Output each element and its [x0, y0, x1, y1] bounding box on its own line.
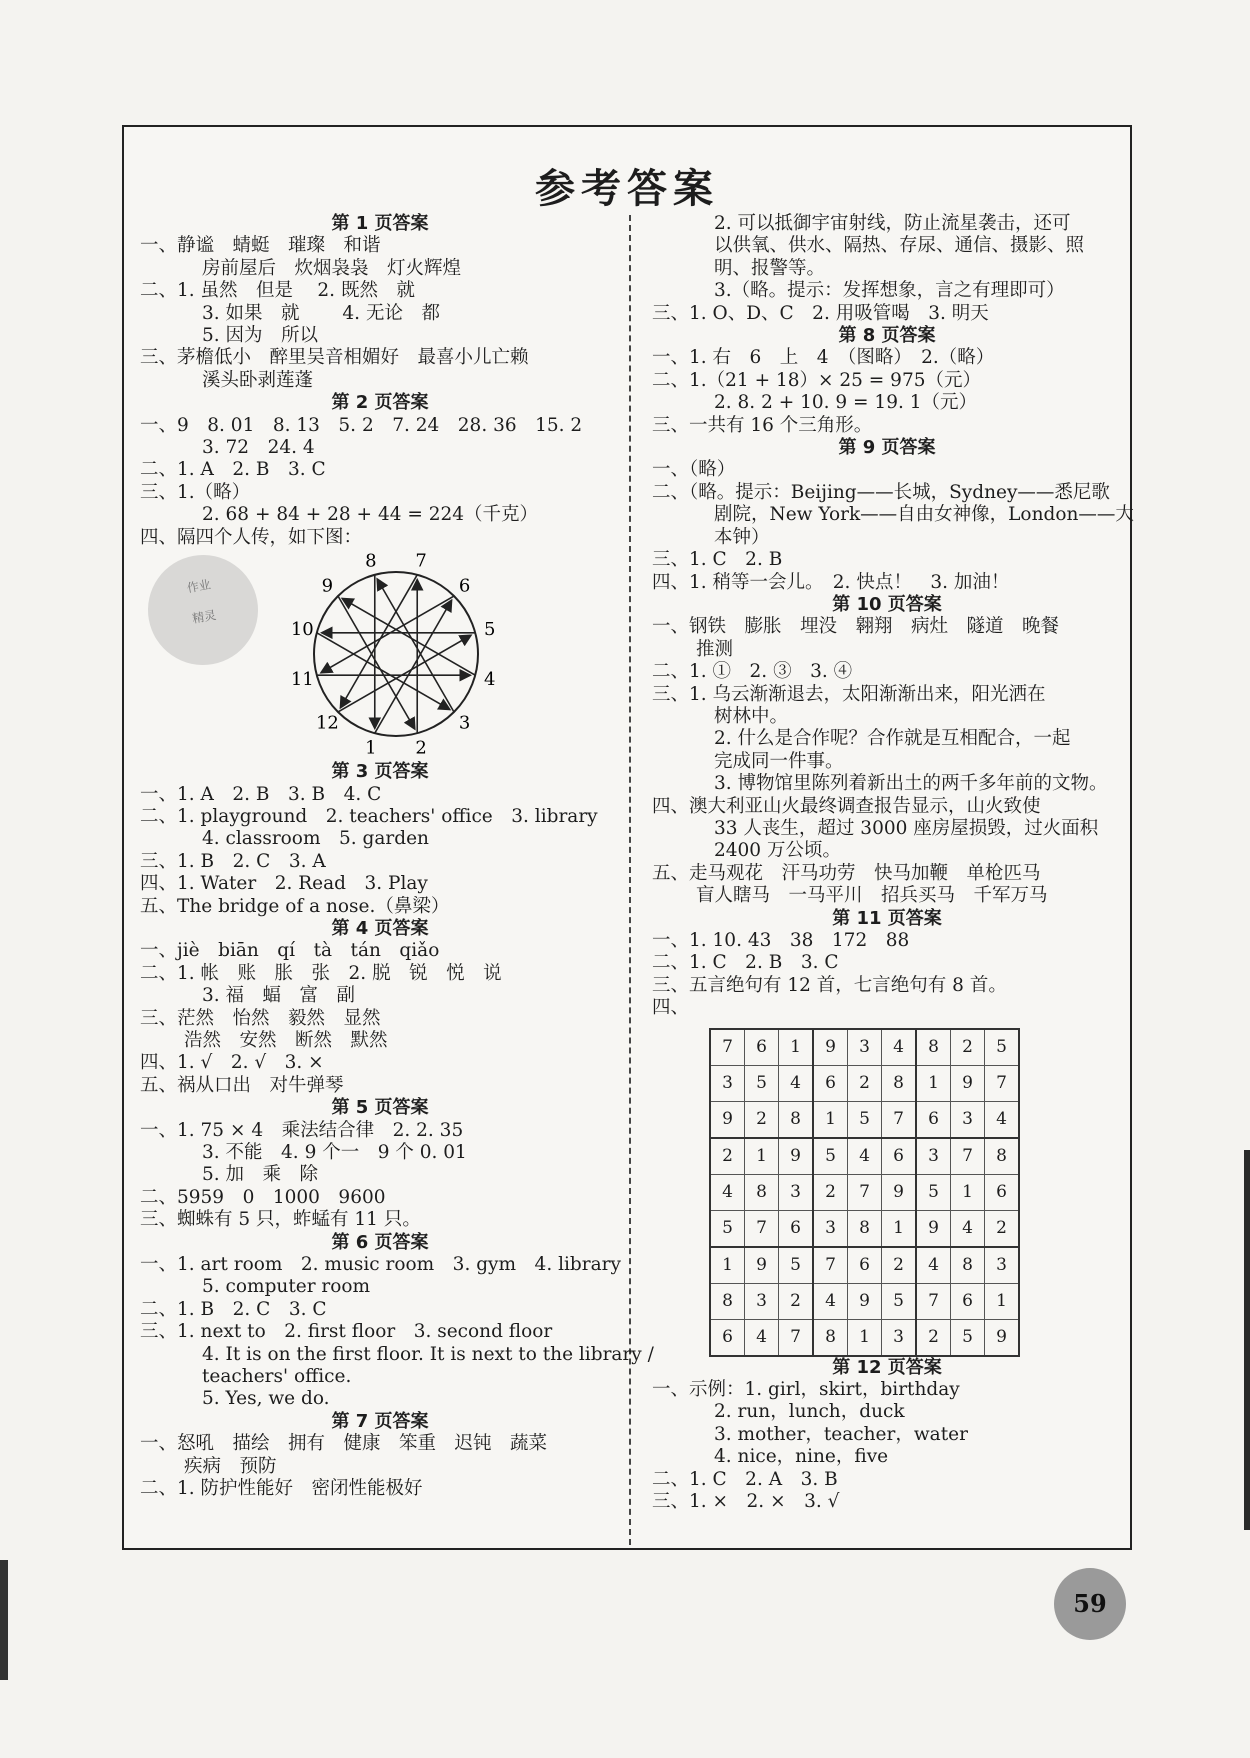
sudoku-cell: 1 [951, 1174, 985, 1210]
answer-line: 5. Yes, we do. [202, 1388, 330, 1410]
answer-line: 33 人丧生，超过 3000 座房屋损毁，过火面积 [714, 817, 1099, 839]
answer-line: 一、（略） [652, 459, 736, 481]
answer-line: 二、1. C 2. A 3. B [652, 1468, 838, 1490]
sudoku-cell: 9 [951, 1065, 985, 1101]
answer-line: 三、1. B 2. C 3. A [140, 850, 326, 872]
sudoku-cell: 3 [779, 1174, 814, 1210]
sudoku-cell: 3 [745, 1283, 779, 1319]
sudoku-cell: 5 [813, 1138, 848, 1175]
answer-line: 3. 博物馆里陈列着新出土的两千多年前的文物。 [714, 773, 1108, 795]
answer-line: 3. 福 蝠 富 副 [202, 985, 356, 1007]
sudoku-cell: 1 [916, 1065, 951, 1101]
sudoku-cell: 8 [813, 1319, 848, 1356]
pass-arrow-9 [338, 596, 415, 729]
sudoku-cell: 2 [848, 1065, 882, 1101]
sudoku-cell: 4 [710, 1174, 745, 1210]
answer-line: 三、一共有 16 个三角形。 [652, 414, 873, 436]
page-title: 参考答案 [535, 166, 719, 212]
sudoku-cell: 5 [848, 1101, 882, 1138]
stamp-text-top: 作业 [185, 577, 212, 596]
answer-line: 二、1. 防护性能好 密闭性能极好 [140, 1478, 423, 1500]
sudoku-cell: 5 [882, 1283, 917, 1319]
sudoku-cell: 1 [985, 1283, 1020, 1319]
answer-line: 三、1. × 2. × 3. √ [652, 1491, 840, 1513]
position-label-6: 6 [458, 575, 471, 597]
sudoku-cell: 6 [916, 1101, 951, 1138]
position-label-3: 3 [458, 712, 471, 734]
answer-line: 二、1.（21 + 18）× 25 = 975（元） [652, 369, 981, 391]
position-label-11: 11 [290, 669, 314, 691]
pass-arrow-6 [321, 596, 454, 673]
sudoku-cell: 9 [916, 1210, 951, 1247]
answer-line: 房前屋后 炊烟袅袅 灯火辉煌 [202, 257, 462, 279]
answer-line: 四、1. √ 2. √ 3. × [140, 1052, 324, 1074]
sudoku-cell: 3 [985, 1247, 1020, 1284]
pass-arrow-12 [338, 635, 471, 712]
answer-line: 2400 万公顷。 [714, 840, 841, 862]
sudoku-cell: 3 [916, 1138, 951, 1175]
answer-line: 剧院，New York——自由女神像，London——大 [714, 504, 1134, 526]
answer-line: 三、五言绝句有 12 首，七言绝句有 8 首。 [652, 974, 1007, 996]
sudoku-cell: 3 [813, 1210, 848, 1247]
sudoku-cell: 7 [745, 1210, 779, 1247]
section-heading: 第 5 页答案 [331, 1097, 429, 1119]
section-heading: 第 2 页答案 [331, 392, 429, 414]
answer-line: 溪头卧剥莲蓬 [202, 369, 314, 391]
answer-line: 完成同一件事。 [714, 750, 844, 772]
answer-line: 二、（略。提示：Beijing——长城，Sydney——悉尼歌 [652, 481, 1110, 503]
sudoku-cell: 2 [813, 1174, 848, 1210]
answer-line: 4. classroom 5. garden [202, 828, 429, 850]
answer-line: 一、怒吼 描绘 拥有 健康 笨重 迟钝 蔬菜 [140, 1433, 548, 1455]
stamp-text-bottom: 精灵 [191, 607, 218, 626]
sudoku-cell: 6 [813, 1065, 848, 1101]
answer-line: 5. 因为 所以 [202, 325, 319, 347]
section-heading: 第 3 页答案 [331, 761, 429, 783]
answer-line: 2. 68 + 84 + 28 + 44 = 224（千克） [202, 504, 539, 526]
section-heading: 第 8 页答案 [838, 325, 936, 347]
sudoku-cell: 2 [951, 1029, 985, 1066]
sudoku-cell: 3 [882, 1319, 917, 1356]
section-heading: 第 11 页答案 [832, 907, 942, 929]
sudoku-cell: 8 [745, 1174, 779, 1210]
scan-edge-shadow-bottom [0, 1560, 8, 1680]
sudoku-cell: 4 [882, 1029, 917, 1066]
answer-line: 一、静谧 蜻蜓 璀璨 和谐 [140, 235, 381, 257]
section-heading: 第 7 页答案 [331, 1410, 429, 1432]
section-heading: 第 4 页答案 [331, 917, 429, 939]
sudoku-row [710, 1247, 1019, 1284]
answer-line: 树林中。 [714, 705, 789, 727]
sudoku-cell: 5 [916, 1174, 951, 1210]
sudoku-row [710, 1138, 1019, 1175]
left-column [140, 213, 654, 1501]
sudoku-row [710, 1319, 1019, 1356]
sudoku-cell: 8 [985, 1138, 1020, 1175]
answer-line: 3. mother，teacher，water [714, 1423, 968, 1445]
answer-line: 三、1. next to 2. first floor 3. second floor [140, 1321, 553, 1343]
answer-line: 一、1. 75 × 4 乘法结合律 2. 2. 35 [140, 1119, 464, 1141]
sudoku-cell: 4 [848, 1138, 882, 1175]
sudoku-cell: 6 [951, 1283, 985, 1319]
sudoku-cell: 1 [813, 1101, 848, 1138]
answer-line: 二、1. 虽然 但是 2. 既然 就 [140, 280, 415, 302]
sudoku-cell: 8 [710, 1283, 745, 1319]
answer-line: 2. 可以抵御宇宙射线，防止流星袭击，还可 [714, 213, 1071, 234]
sudoku-cell: 4 [813, 1283, 848, 1319]
answer-line: 三、蜘蛛有 5 只，蚱蜢有 11 只。 [140, 1209, 421, 1231]
sudoku-cell: 7 [848, 1174, 882, 1210]
sudoku-cell: 6 [779, 1210, 814, 1247]
sudoku-cell: 2 [916, 1319, 951, 1356]
answer-line: 2. 什么是合作呢？合作就是互相配合，一起 [714, 728, 1071, 750]
answer-line: 盲人瞎马 一马平川 招兵买马 千军万马 [696, 885, 1048, 907]
answer-line: 二、1. B 2. C 3. C [140, 1298, 327, 1320]
answer-line: 四、1. Water 2. Read 3. Play [140, 873, 428, 895]
position-label-4: 4 [483, 669, 496, 691]
answer-line: 3.（略。提示：发挥想象，言之有理即可） [714, 280, 1065, 302]
sudoku-grid [709, 1028, 1020, 1357]
sudoku-cell: 7 [779, 1319, 814, 1356]
sudoku-cell: 9 [848, 1283, 882, 1319]
sudoku-cell: 1 [710, 1247, 745, 1284]
sudoku-cell: 7 [916, 1283, 951, 1319]
sudoku-cell: 6 [882, 1138, 917, 1175]
answer-line: 明、报警等。 [714, 257, 826, 279]
sudoku-cell: 5 [985, 1029, 1020, 1066]
answer-line: 一、示例：1. girl，skirt，birthday [652, 1379, 960, 1401]
answer-line: 以供氧、供水、隔热、存尿、通信、摄影、照 [714, 235, 1085, 257]
sudoku-cell: 3 [710, 1065, 745, 1101]
section-heading: 第 6 页答案 [331, 1231, 429, 1253]
answer-line: 4. It is on the first floor. It is next to the library / [202, 1343, 654, 1365]
sudoku-cell: 4 [916, 1247, 951, 1284]
answer-line: 二、1. A 2. B 3. C [140, 459, 326, 481]
answer-line: 三、茅檐低小 醉里吴音相媚好 最喜小儿亡赖 [140, 347, 529, 369]
sudoku-cell: 9 [745, 1247, 779, 1284]
sudoku-cell: 6 [848, 1247, 882, 1284]
answer-line: 疾病 预防 [184, 1455, 277, 1477]
sudoku-cell: 2 [779, 1283, 814, 1319]
page-number: 59 [1054, 1568, 1126, 1640]
sudoku-cell: 6 [710, 1319, 745, 1356]
answer-line: 三、1. 乌云渐渐退去，太阳渐渐出来，阳光洒在 [652, 683, 1046, 705]
sudoku-row [710, 1029, 1019, 1066]
sudoku-row [710, 1065, 1019, 1101]
right-column [652, 213, 1134, 1513]
scan-edge-shadow [1244, 1150, 1250, 1530]
answer-line: 3. 72 24. 4 [202, 437, 315, 459]
position-label-10: 10 [290, 618, 314, 640]
sudoku-cell: 9 [710, 1101, 745, 1138]
sudoku-cell: 5 [710, 1210, 745, 1247]
sudoku-cell: 8 [951, 1247, 985, 1284]
sudoku-cell: 8 [779, 1101, 814, 1138]
answer-line: 二、5959 0 1000 9600 [140, 1186, 386, 1208]
answer-line: 一、1. A 2. B 3. B 4. C [140, 783, 382, 805]
answer-line: 3. 不能 4. 9 个一 9 个 0. 01 [202, 1142, 467, 1163]
answer-key-frame [122, 125, 1132, 1550]
sudoku-cell: 2 [745, 1101, 779, 1138]
answer-line: 5. computer room [202, 1276, 371, 1298]
answer-line: 一、钢铁 膨胀 埋没 翱翔 病灶 隧道 晚餐 [652, 616, 1060, 638]
sudoku-cell: 8 [848, 1210, 882, 1247]
position-label-2: 2 [415, 737, 427, 758]
answer-line: 3. 如果 就 4. 无论 都 [202, 302, 440, 324]
answer-line: 一、1. 10. 43 38 172 88 [652, 930, 910, 951]
sudoku-cell: 8 [882, 1065, 917, 1101]
position-label-7: 7 [415, 550, 427, 572]
position-label-9: 9 [321, 575, 334, 597]
position-label-8: 8 [365, 550, 377, 572]
sudoku-cell: 8 [916, 1029, 951, 1066]
answer-line: 四、隔四个人传，如下图： [140, 526, 363, 548]
sudoku-cell: 2 [710, 1138, 745, 1175]
answer-line: 二、1. 帐 账 胀 张 2. 脱 锐 悦 说 [140, 962, 502, 984]
section-heading: 第 9 页答案 [838, 437, 936, 459]
position-label-12: 12 [315, 712, 339, 734]
section-heading: 第 1 页答案 [331, 213, 429, 234]
sudoku-cell: 6 [745, 1029, 779, 1066]
answer-line: 一、jiè biān qí tà tán qiǎo [140, 940, 440, 962]
answer-line: 一、1. 右 6 上 4 （图略） 2.（略） [652, 347, 995, 369]
sudoku-row [710, 1101, 1019, 1138]
answer-line: 二、1. playground 2. teachers' office 3. library [140, 805, 598, 827]
answer-line: 4. nice，nine，five [714, 1446, 889, 1468]
answer-line: 推测 [696, 638, 734, 660]
sudoku-cell: 5 [745, 1065, 779, 1101]
position-label-1: 1 [365, 737, 377, 758]
answer-line: 三、1.（略） [140, 481, 251, 503]
sudoku-row [710, 1283, 1019, 1319]
answer-line: 四、澳大利亚山火最终调查报告显示，山火致使 [652, 795, 1041, 817]
sudoku-cell: 7 [813, 1247, 848, 1284]
sudoku-cell: 4 [985, 1101, 1020, 1138]
sudoku-cell: 5 [779, 1247, 814, 1284]
answer-line: 五、The bridge of a nose.（鼻梁） [140, 895, 450, 917]
sudoku-cell: 4 [745, 1319, 779, 1356]
answer-line: 三、1. C 2. B [652, 549, 783, 571]
sudoku-cell: 6 [985, 1174, 1020, 1210]
sudoku-row [710, 1174, 1019, 1210]
answer-line: 四、 [652, 997, 690, 1019]
answer-line: 三、茫然 怡然 毅然 显然 [140, 1007, 381, 1029]
sudoku-cell: 7 [882, 1101, 917, 1138]
answer-line: teachers' office. [202, 1366, 352, 1388]
sudoku-cell: 1 [882, 1210, 917, 1247]
sudoku-cell: 2 [985, 1210, 1020, 1247]
answer-line: 五、走马观花 汗马功劳 快马加鞭 单枪匹马 [652, 862, 1041, 884]
sudoku-row [710, 1210, 1019, 1247]
section-heading: 第 10 页答案 [832, 593, 942, 615]
answer-line: 2. run，lunch，duck [714, 1401, 905, 1423]
sudoku-cell: 1 [848, 1319, 882, 1356]
sudoku-cell: 5 [951, 1319, 985, 1356]
sudoku-cell: 7 [710, 1029, 745, 1066]
answer-line: 浩然 安然 断然 默然 [184, 1029, 388, 1051]
answer-line: 二、1. ① 2. ③ 3. ④ [652, 661, 853, 683]
answer-line: 三、1. O、D、C 2. 用吸管喝 3. 明天 [652, 302, 989, 324]
sudoku-cell: 3 [951, 1101, 985, 1138]
sudoku-cell: 3 [848, 1029, 882, 1066]
answer-line: 一、9 8. 01 8. 13 5. 2 7. 24 28. 36 15. 2 [140, 414, 583, 436]
sudoku-cell: 9 [882, 1174, 917, 1210]
section-heading: 第 12 页答案 [832, 1356, 942, 1378]
sudoku-cell: 9 [779, 1138, 814, 1175]
sudoku-cell: 2 [882, 1247, 917, 1284]
answer-line: 二、1. C 2. B 3. C [652, 952, 839, 974]
sudoku-cell: 1 [779, 1029, 814, 1066]
sudoku-cell: 1 [745, 1138, 779, 1175]
sudoku-cell: 4 [779, 1065, 814, 1101]
sudoku-cell: 9 [985, 1319, 1020, 1356]
answer-line: 2. 8. 2 + 10. 9 = 19. 1（元） [714, 392, 978, 414]
answer-line: 一、1. art room 2. music room 3. gym 4. library [140, 1254, 621, 1276]
pass-arrow-3 [377, 579, 454, 712]
answer-line: 四、1. 稍等一会儿。 2. 快点！ 3. 加油！ [652, 571, 1010, 593]
position-label-5: 5 [483, 618, 496, 640]
sudoku-cell: 9 [813, 1029, 848, 1066]
sudoku-cell: 7 [951, 1138, 985, 1175]
sudoku-cell: 4 [951, 1210, 985, 1247]
answer-line: 本钟） [714, 526, 770, 548]
answer-line: 五、祸从口出 对牛弹琴 [140, 1074, 344, 1096]
sudoku-cell: 7 [985, 1065, 1020, 1101]
answer-line: 5. 加 乘 除 [202, 1164, 319, 1186]
